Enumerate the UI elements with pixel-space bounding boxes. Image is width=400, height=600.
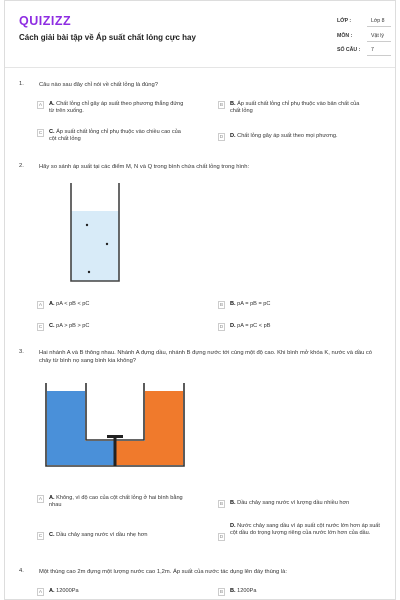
point-marker — [86, 224, 88, 226]
question-text: Hai nhánh A và B thông nhau. Nhánh A đựng dầu, nhánh B đựng nước tới cùng một độ cao. Khi bình mở khóa K, nước và dầu có chảy từ bình nọ sang bình kia không? — [39, 350, 373, 364]
valve-stem — [114, 437, 117, 466]
subject-label: MÔN : — [337, 33, 353, 39]
grade-value: Lớp 8 — [371, 18, 385, 24]
grade-label: LỚP : — [337, 18, 352, 24]
option-letter: B — [219, 590, 224, 595]
question-number: 4. — [19, 568, 24, 574]
question-text: Một thùng cao 2m đựng một lượng nước cao 1,2m. Áp suất của nước tác dụng lên đáy thùng là: — [39, 569, 287, 575]
question-number: 3. — [19, 349, 24, 355]
liquid-fill — [71, 211, 119, 281]
divider — [367, 41, 391, 42]
container-figure — [65, 181, 125, 286]
point-marker — [106, 243, 108, 245]
oil-pipe — [115, 441, 145, 465]
option-letter: A — [38, 497, 43, 502]
option-letter: C — [38, 131, 43, 136]
page-title: Cách giải bài tập về Áp suất chất lỏng cực hay — [19, 33, 196, 42]
option-letter: D — [219, 135, 224, 140]
option-letter: C — [38, 534, 43, 539]
option-letter: A — [38, 590, 43, 595]
question-number: 1. — [19, 81, 24, 87]
option-letter: B — [219, 502, 224, 507]
option-letter: C — [38, 325, 43, 330]
option-letter: D — [219, 535, 224, 540]
count-value: 7 — [371, 47, 374, 53]
option-letter: D — [219, 325, 224, 330]
quizizz-logo: QUIZIZZ — [19, 14, 72, 28]
worksheet-page: QUIZIZZ Cách giải bài tập về Áp suất chất lỏng cực hay LỚP : Lớp 8 MÔN : Vật lý SỐ CÂU : 7 1. Câu nào sau đây chỉ nói về chất lỏng là đúng? A A. Chất lỏng chỉ gây áp suất theo phương thẳng đứng từ trên xuống. B B. Áp suất chất lỏng chỉ phụ thuộc vào bản chất của chất lỏng C C. Áp suất chất lỏng chỉ phụ thuộc vào chiều cao của cột chất lỏng D D. Chất lỏng gây áp suất theo mọi phương. 2. Hãy so sánh áp suất tại các điểm M, N và Q trong bình chứa chất lỏng trong hình: A A. pA < pB < pC B B. pA = pB = pC C C. pA > pB > pC D D. pA = pC < pB 3. Hai nhánh A và B thông nhau. Nhánh A đựng dầu, nhánh B đựng nước tới cùng một độ cao. Khi bình mở khóa K, nước và dầu có chảy từ bình nọ sang bình kia không? A A. Không, vì độ cao của cột chất lỏng ở hai bình bằng nhau B B. Dầu chảy sang nước vì lượng dầu nhiều hơn C C. Dầu chảy sang nước vì dầu nhẹ hơn D D. Nước chảy sang dầu vì áp suất cột nước lớn hơn áp suất cột dầu do trọng lượng riêng của nước lớn hơn của dầu. 4. Một thùng cao 2m đựng một lượng nước cao 1,2m. Áp suất của nước tác dụng lên đáy thùng là: A A. 12000Pa B B. 1200Pa — [4, 0, 396, 600]
water-pipe — [85, 441, 115, 465]
divider — [367, 55, 391, 56]
option-letter: A — [38, 103, 43, 108]
question-text: Hãy so sánh áp suất tại các điểm M, N và Q trong bình chứa chất lỏng trong hình: — [39, 164, 250, 170]
communicating-vessels-figure — [41, 379, 191, 471]
option-letter: B — [219, 103, 224, 108]
oil-column — [145, 391, 183, 465]
question-text: Câu nào sau đây chỉ nói về chất lỏng là đúng? — [39, 82, 158, 88]
header-divider — [5, 67, 395, 68]
subject-value: Vật lý — [371, 33, 384, 39]
option-letter: B — [219, 303, 224, 308]
water-column — [47, 391, 85, 465]
question-number: 2. — [19, 163, 24, 169]
count-label: SỐ CÂU : — [337, 47, 361, 53]
point-marker — [88, 271, 90, 273]
option-letter: A — [38, 303, 43, 308]
divider — [367, 26, 391, 27]
